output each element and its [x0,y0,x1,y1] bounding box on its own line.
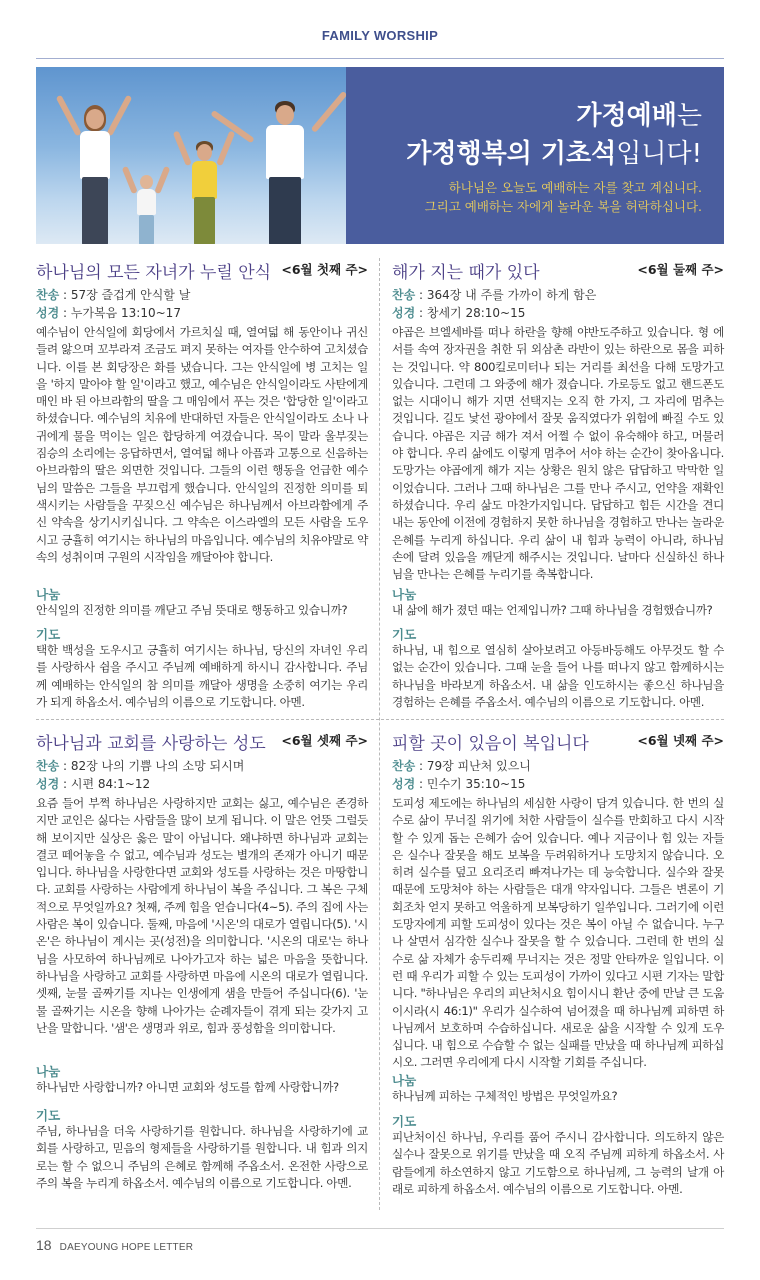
scripture-line: 성경 : 창세기 28:10~15 [392,306,526,320]
publication-name: DAEYOUNG HOPE LETTER [59,1242,194,1253]
family-photo [36,67,346,244]
header-rule [36,58,724,59]
devotion-week-label: <6월 넷째 주> [637,733,724,748]
devotion-week-2 [392,258,724,713]
devotion-body: 도피성 제도에는 하나님의 세심한 사랑이 담겨 있습니다. 한 번의 실수로 삶이 무너질 위기에 처한 사람들이 실수를 만회하고 다시 시작할 수 있게 돕는 은혜가 숨어 있습니다. 예나 지금이나 힘 있는 자들은 실수나 잘못을 해도 보복을 두려워하거나 도망치지 않습니다. 오히려 실수를 덮고 요리조리 빠져나가는 데 능숙합니다. 실수와 잘못 때문에 도망쳐야 하는 사람들은 대개 약자입니다. 그들은 변론이 기회조차 얻지 못하고 억울하게 보복당하기 일쑤입니다. 그러기에 이런 도망자에게 피할 도피성이 있다는 것은 복이 아닐 수 없습니다. 누구나 살면서 심각한 실수나 잘못을 할 수 있습니다. 그런데 한 번의 실수로 삶 자체가 송두리째 무너지는 것은 정말 안타까운 일입니다. 이런 때 우리가 피할 수 있는 도피성이 가까이 있다고 시편 기자는 말합니다. "하나님은 우리의 피난처시요 힘이시니 환난 중에 만날 큰 도움이시라(시 46:1)" 우리가 실수하여 넘어졌을 때 하나님께 피하면 하나님께서 보호하며 수습하십니다. 새로운 삶을 시작할 수 있게 도우십니다. 내 힘으로 수습할 수 없는 실패를 만났을 때 하나님께 피하십시오. 그러면 우리에게 다시 시작할 기회를 주십니다. [392,796,724,1070]
footer-rule [36,1228,724,1229]
page-footer [36,1235,193,1254]
devotion-body: 야곱은 브엘세바를 떠나 하란을 향해 야반도주하고 있습니다. 형 에서를 속여 장자권을 취한 뒤 외삼촌 라반이 있는 하란으로 몸을 피하는 것입니다. 약 800킬로미터나 되는 거리를 최선을 다해 도망가고 있습니다. 그런데 그 와중에 해가 졌습니다. 가로등도 없고 핸드폰도 없는 시대이니 해가 지면 선택지는 오직 한 가지, 그 자리에 멈추는 것입니다. 길도 낯선 광야에서 잘못 움직였다가 위험에 빠질 수도 있습니다. 야곱은 지금 해가 져서 어쩔 수 없이 유숙해야 하고, 머물러야 합니다. 우리 삶에도 이렇게 멈추어 서야 하는 순간이 찾아옵니다. 도망가는 야곱에게 해가 지는 상황은 원치 않은 답답하고 막막한 일이었습니다. 그러나 그때 하나님은 그를 만나 주시고, 언약을 재확인하셨습니다. 우리 삶도 마찬가지입니다. 답답하고 힘든 시간을 견디내는 동안에 이전에 경험하지 못한 하나님을 경험하고 만나는 놀라운 은혜를 누리게 하십니다. 우리 삶이 내 힘과 능력이 아니라, 하나님 손에 달려 있음을 깨닫게 해주시는 것입니다. 날마다 신실하신 하나님을 만나는 은혜를 누리기를 축복합니다. [392,325,724,582]
section-header-title: FAMILY WORSHIP [321,28,439,43]
hymn-line: 찬송 : 364장 내 주를 가까이 하게 함은 [392,288,597,302]
share-label: 나눔 [392,587,417,602]
devotion-title: 하나님과 교회를 사랑하는 성도 [36,734,266,754]
share-label: 나눔 [36,1064,61,1079]
share-question: 내 삶에 해가 졌던 때는 언제입니까? 그때 하나님을 경험했습니까? [392,603,713,617]
figure-girl [132,175,160,244]
devotion-title: 피할 곳이 있음이 복입니다 [392,734,589,754]
devotion-week-1 [36,258,368,713]
figure-boy [186,141,222,244]
prayer-text: 택한 백성을 도우시고 긍휼히 여기시는 하나님, 당신의 자녀인 우리를 사랑하사 쉼을 주시고 주님께 예배하게 하시니 감사합니다. 주님께 예배하는 안식일의 참 의미를 깨달아 생명을 소중히 여기는 우리가 되게 하옵소서. 예수님의 이름으로 기도합니다. 아멘. [36,643,368,709]
figure-father [256,101,312,244]
prayer-label: 기도 [36,627,61,642]
banner-headline-line1: 가정예배는 [576,101,702,131]
devotion-week-4 [392,729,724,1219]
hymn-line: 찬송 : 82장 나의 기쁨 나의 소망 되시며 [36,759,245,773]
hero-banner [36,67,724,244]
share-label: 나눔 [392,1073,417,1088]
share-question: 하나님께 피하는 구체적인 방법은 무엇일까요? [392,1089,618,1103]
prayer-text: 하나님, 내 힘으로 열심히 살아보려고 아등바등해도 아무것도 할 수 없는 순간이 있습니다. 그때 눈을 들어 나를 떠나지 않고 함께하시는 하나님을 바라보게 하옵소서. 내 삶을 인도하시는 좋으신 하나님을 경험하는 은혜를 주옵소서. 예수님의 이름으로 기도합니다. 아멘. [392,643,724,709]
share-question: 안식일의 진정한 의미를 깨닫고 주님 뜻대로 행동하고 있습니까? [36,603,348,617]
share-label: 나눔 [36,587,61,602]
prayer-text: 피난처이신 하나님, 우리를 품어 주시니 감사합니다. 의도하지 않은 실수나 잘못으로 위기를 만났을 때 오직 주님께 피하게 하옵소서. 사람들에게 하소연하지 않고 기도함으로 하나님께, 그 능력의 날개 아래로 피하게 하옵소서. 예수님의 이름으로 기도합니다. 아멘. [392,1130,724,1196]
devotion-week-label: <6월 셋째 주> [281,733,368,748]
prayer-label: 기도 [392,627,417,642]
column-divider [379,258,380,1210]
scripture-line: 성경 : 누가복음 13:10~17 [36,306,181,320]
prayer-text: 주님, 하나님을 더욱 사랑하기를 원합니다. 하나님을 사랑하기에 교회를 사랑하고, 믿음의 형제들을 사랑하기를 원합니다. 내 힘과 의지로는 할 수 없으니 주님의 은혜로 함께해 주옵소서. 온전한 사랑으로 주의 복을 누리게 하옵소서. 예수님의 이름으로 기도합니다. 아멘. [36,1124,368,1190]
share-question: 하나님만 사랑합니까? 아니면 교회와 성도를 함께 사랑합니까? [36,1080,339,1094]
figure-mother [74,105,114,244]
banner-subtitle-line1: 하나님은 오늘도 예배하는 자를 찾고 계십니다. [448,180,702,195]
hymn-line: 찬송 : 57장 즐겁게 안식할 날 [36,288,191,302]
banner-headline-line2: 가정행복의 기초석입니다! [406,139,702,169]
devotion-body: 예수님이 안식일에 회당에서 가르치실 때, 열여덟 해 동안이나 귀신 들려 앓으며 꼬부라져 조금도 펴지 못하는 여자를 안수하여 고치셨습니다. 이를 본 회당장은 화를 냈습니다. 그는 안식일에 병 고치는 일을 '하지 말아야 할 일'이라고 했고, 예수님은 안식일이라도 사탄에게 매인 바 된 아브라함의 딸을 그 매임에서 푸는 것은 '합당한 일'이라고 하셨습니다. 예수님의 치유에 반대하던 자들은 안식일이라도 소나 나귀에게 물을 먹이는 일은 합당하게 여겼습니다. 목이 말라 울부짖는 짐승의 소리에는 응답하면서, 열여덟 해나 아픔과 고통으로 신음하는 아브라함의 딸은 외면한 것입니다. 그들의 이런 행동을 언급한 예수님의 말씀은 그들을 부끄럽게 했습니다. 안식일의 진정한 의미를 퇴색시키는 사람들을 꾸짖으신 예수님은 하나님께서 아브라함에게 주신 약속을 상기시키십니다. 그 약속은 이스라엘의 모든 사람을 도우시고 긍휼히 여기시는 하나님의 마음입니다. 예수님의 치유야말로 약속의 성취이며 구원의 시작임을 깨달아야 합니다. [36,325,368,564]
scripture-line: 성경 : 시편 84:1~12 [36,777,151,791]
hymn-line: 찬송 : 79장 피난처 있으니 [392,759,531,773]
banner-text-panel [346,67,724,244]
devotion-week-label: <6월 둘째 주> [637,262,724,277]
devotion-title: 하나님의 모든 자녀가 누릴 안식 [36,263,272,283]
page-header [0,28,760,43]
row-divider [36,719,724,720]
page-number: 18 [36,1237,52,1253]
scripture-line: 성경 : 민수기 35:10~15 [392,777,526,791]
devotion-week-label: <6월 첫째 주> [281,262,368,277]
prayer-label: 기도 [36,1108,61,1123]
devotion-week-3 [36,729,368,1219]
devotion-title: 해가 지는 때가 있다 [392,263,540,283]
prayer-label: 기도 [392,1114,417,1129]
devotion-body: 요즘 들어 부쩍 하나님은 사랑하지만 교회는 싫고, 예수님은 존경하지만 교인은 싫다는 사람들을 많이 보게 됩니다. 이 말은 언뜻 그럴듯해 보이지만 실상은 옳은 말이 아닙니다. 왜냐하면 하나님과 교회는 결코 떼어놓을 수 없고, 예수님과 성도는 별개의 존재가 아니기 때문입니다. 하나님을 사랑한다면 교회와 성도를 사랑하는 것은 마땅합니다. 교회를 사랑하는 사람에게 하나님이 복을 주십니다. 그 복은 구체적으로 무엇일까요? 첫째, 주께 힘을 얻습니다(4~5). 주의 집에 사는 사람은 복이 있습니다. 둘째, 마음에 '시온'의 대로가 열립니다(5). '시온'은 하나님이 계시는 곳(성전)을 의미합니다. '시온의 대로'는 하나님을 사모하여 하나님께로 나아가고자 하는 넓은 마음을 뜻합니다. 하나님을 사랑하고 교회를 사랑하면 마음에 시온의 대로가 열립니다. 셋째, 눈물 골짜기를 지나는 인생에게 샘을 만들어 주십니다(6). '눈물 골짜기는 시온을 향해 나아가는 순례자들이 겪게 되는 갖가지 고난을 말합니다. '샘'은 생명과 위로, 힘과 풍성함을 의미합니다. [36,796,368,1035]
banner-subtitle-line2: 그리고 예배하는 자에게 놀라운 복을 허락하십니다. [424,199,702,214]
